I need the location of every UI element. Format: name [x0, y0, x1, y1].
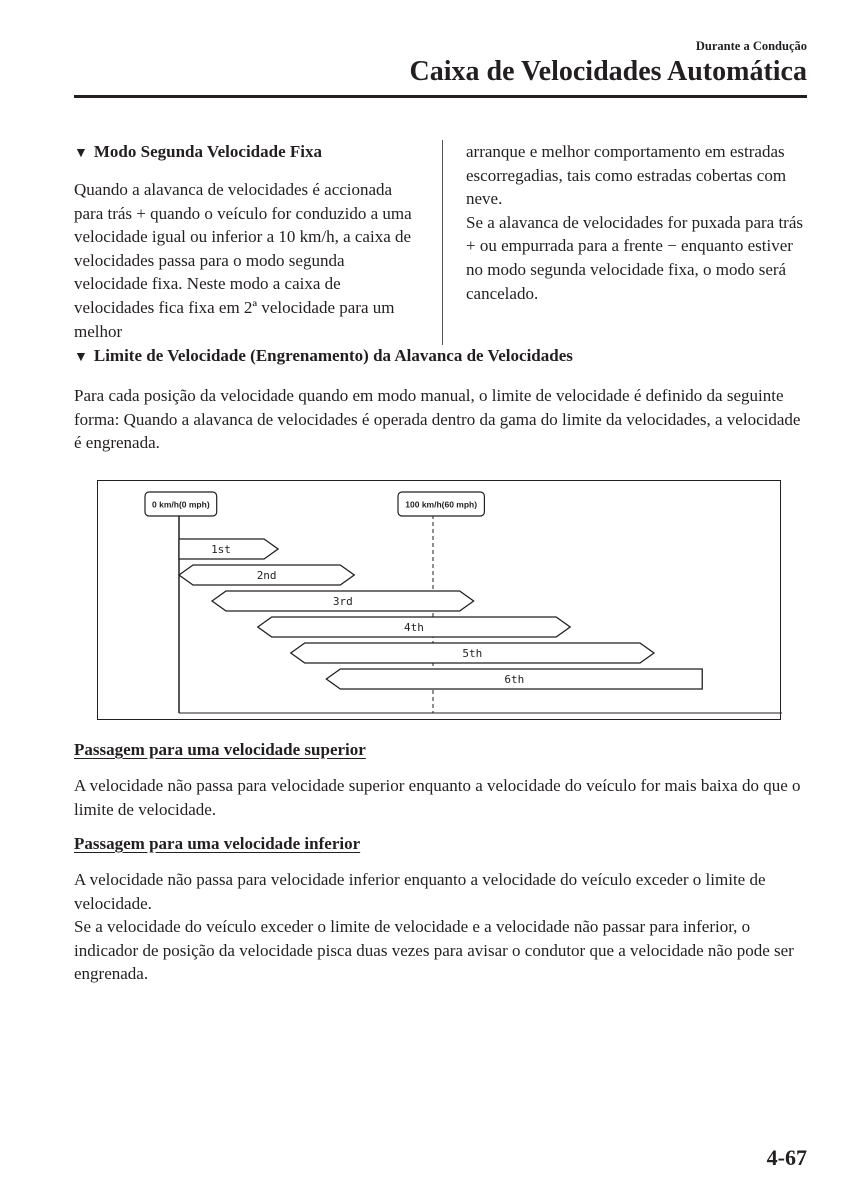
gear-label-4th: 4th	[404, 621, 424, 634]
downshift-section	[74, 832, 810, 986]
marker-label-0: 0 km/h(0 mph)	[152, 499, 210, 510]
downshift-paragraph-2: Se a velocidade do veículo exceder o limite de velocidade e a velocidade não passar para inferior, o indicador de posição da velocidade pisca duas vezes para avisar o condutor que a velocidade não pode ser engrenada.	[74, 917, 794, 984]
gear-label-2nd: 2nd	[256, 569, 277, 582]
speed-limit-section	[74, 344, 810, 455]
gear-range-diagram	[97, 480, 781, 720]
marker-label-100: 100 km/h(60 mph)	[405, 499, 478, 510]
page-title: Caixa de Velocidades Automática	[409, 56, 807, 87]
gear-label-1st: 1st	[211, 543, 231, 556]
speed-limit-paragraph: Para cada posição da velocidade quando em modo manual, o limite de velocidade é definido da seguinte forma: Quando a alavanca de velocidades é operada dentro da gama do limite da velocidades, a velocidade é engrenada.	[74, 386, 801, 453]
gear-label-5th: 5th	[462, 647, 483, 660]
title-rule	[74, 95, 807, 98]
upshift-paragraph: A velocidade não passa para velocidade superior enquanto a velocidade do veículo for mais baixa do que o limite de velocidade.	[74, 776, 801, 819]
downshift-heading: Passagem para uma velocidade inferior	[74, 834, 361, 853]
fixed-second-paragraph-right-2: Se a alavanca de velocidades for puxada para trás + ou empurrada para a frente − enquanto estiver no modo segunda velocidade fixa, o modo será cancelado.	[466, 212, 803, 303]
section-heading-fixed-second-text: Modo Segunda Velocidade Fixa	[93, 142, 322, 161]
triangle-bullet-icon: ▼	[74, 350, 88, 365]
right-column	[466, 140, 811, 305]
triangle-bullet-icon: ▼	[74, 146, 88, 161]
fixed-second-paragraph-right-1: arranque e melhor comportamento em estradas escorregadias, tais como estradas cobertas com neve.	[466, 142, 787, 209]
fixed-second-paragraph-left: Quando a alavanca de velocidades é accionada para trás + quando o veículo for conduzido a uma velocidade igual ou inferior a 10 km/h, a caixa de velocidades passa para o modo segunda velocidade fixa. Neste modo a caixa de velocidades fica fixa em 2ª velocidade para um melhor	[74, 180, 412, 341]
upshift-section	[74, 738, 810, 821]
page-number: 4-67	[766, 1145, 807, 1170]
column-divider	[442, 140, 443, 345]
gear-label-6th: 6th	[504, 673, 525, 686]
downshift-paragraph-1: A velocidade não passa para velocidade inferior enquanto a velocidade do veículo exceder o limite de velocidade.	[74, 870, 766, 913]
section-heading-speed-limit-text: Limite de Velocidade (Engrenamento) da Alavanca de Velocidades	[93, 346, 573, 365]
gear-range-chart	[98, 481, 782, 721]
section-heading-speed-limit	[74, 344, 810, 370]
section-heading-fixed-second	[74, 140, 420, 166]
gear-label-3rd: 3rd	[332, 595, 353, 608]
upshift-heading: Passagem para uma velocidade superior	[74, 740, 366, 759]
left-column	[74, 140, 420, 343]
section-label: Durante a Condução	[695, 39, 807, 53]
